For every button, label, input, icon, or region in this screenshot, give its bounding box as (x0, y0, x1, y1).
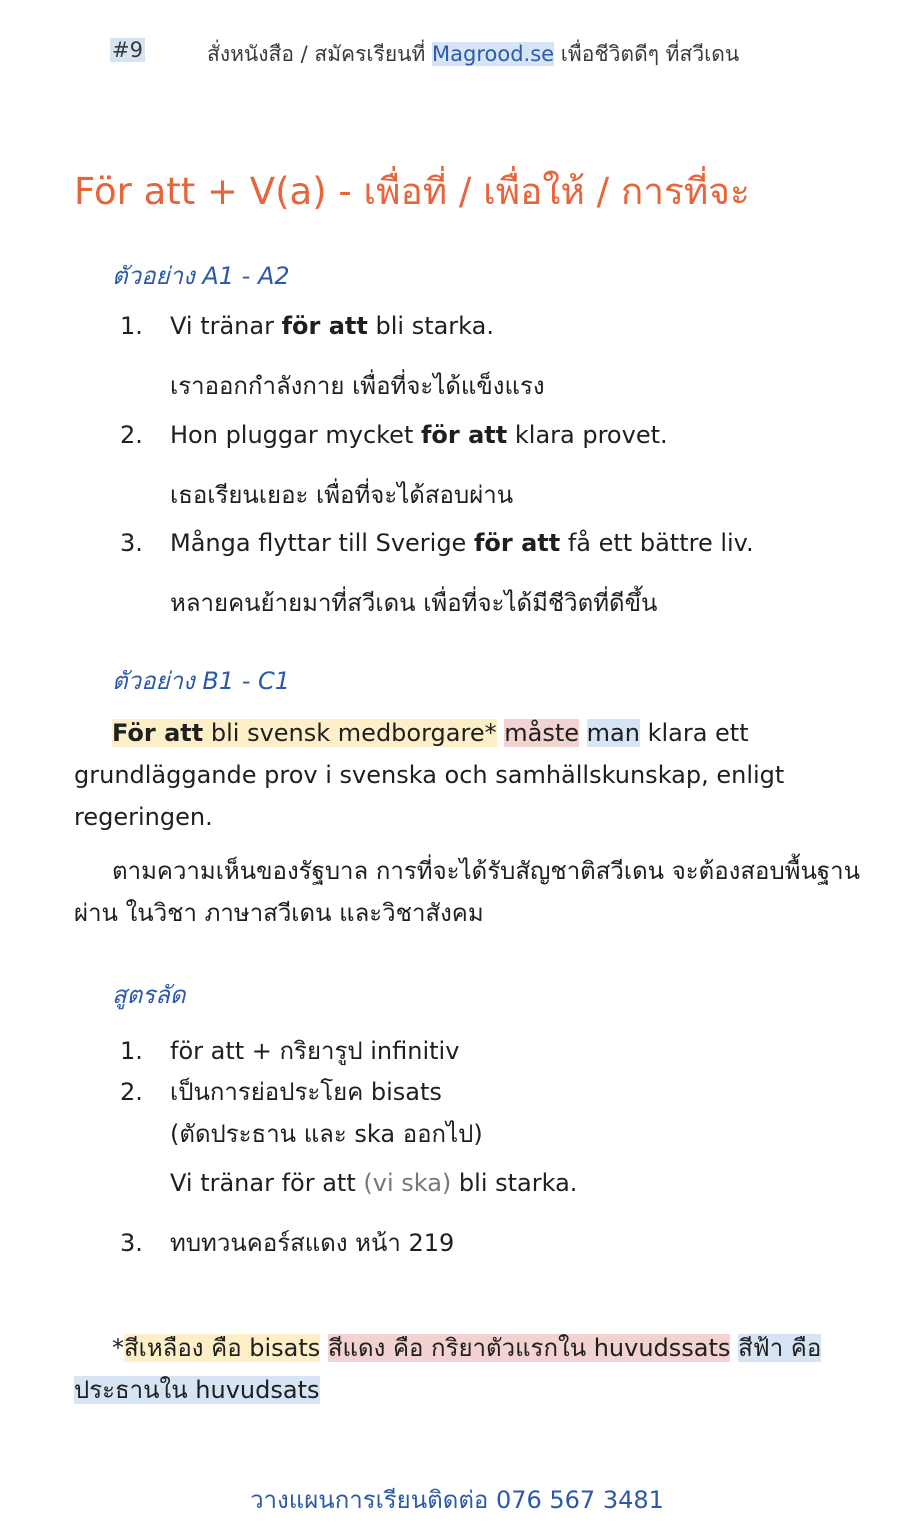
section-label-a: ตัวอย่าง A1 - A2 (112, 262, 290, 290)
example-1-translation: เราออกกำลังกาย เพื่อที่จะได้แข็งแรง (170, 372, 545, 400)
formula-item-1-text: för att + กริยารูป infinitiv (170, 1037, 460, 1065)
formula-label: สูตรลัด (112, 981, 186, 1009)
b-level-sentence (74, 712, 864, 838)
highlight-blue: man (586, 719, 640, 747)
example-2-bold: för att (420, 421, 508, 449)
page-header (0, 38, 914, 70)
legend-red: สีแดง คือ กริยาตัวแรกใน huvudssats (327, 1334, 731, 1362)
section-label-b: ตัวอย่าง B1 - C1 (112, 667, 291, 695)
formula-item-3 (120, 1223, 454, 1262)
example-3-before: Många flyttar till Sverige (170, 529, 474, 557)
example-1-before: Vi tränar (170, 312, 282, 340)
translation-text: ตามความเห็นของรัฐบาล การที่จะได้รับสัญชาติสวีเดน จะต้องสอบพื้นฐานผ่าน ในวิชา ภาษาสวีเดน และวิชาสังคม (74, 857, 861, 927)
example-1 (120, 312, 494, 340)
example-1-number: 1. (120, 312, 143, 340)
header-text-after: เพื่อชีวิตดีๆ ที่สวีเดน (554, 42, 740, 66)
example-2-translation: เธอเรียนเยอะ เพื่อที่จะได้สอบผ่าน (170, 481, 514, 509)
color-legend (74, 1327, 864, 1411)
highlight-yellow: bli svensk medborgare* (203, 719, 497, 747)
formula-item-2 (120, 1072, 442, 1111)
formula-example-before: Vi tränar för att (170, 1169, 364, 1197)
formula-example-after: bli starka. (451, 1169, 578, 1197)
highlight-bold-yellow: För att (112, 719, 204, 747)
legend-yellow: สีเหลือง คือ bisats (124, 1334, 321, 1362)
example-2-number: 2. (120, 421, 143, 449)
formula-item-2-number: 2. (120, 1078, 143, 1106)
example-2-before: Hon pluggar mycket (170, 421, 421, 449)
header-text-before: สั่งหนังสือ / สมัครเรียนที่ (207, 42, 433, 66)
highlight-red: måste (504, 719, 579, 747)
example-3 (120, 529, 754, 557)
example-3-translation: หลายคนย้ายมาที่สวีเดน เพื่อที่จะได้มีชีวิตที่ดีขึ้น (170, 589, 658, 617)
example-3-number: 3. (120, 529, 143, 557)
formula-item-2-sub: (ตัดประธาน และ ska ออกไป) (170, 1120, 483, 1148)
formula-item-3-number: 3. (120, 1229, 143, 1257)
legend-star: * (112, 1334, 124, 1362)
footer-contact: วางแผนการเรียนติดต่อ 076 567 3481 (250, 1486, 664, 1514)
legend-blue: สีฟ้า คือ ประธานใน huvudsats (74, 1334, 822, 1404)
formula-item-1 (120, 1031, 459, 1070)
sentence-rest: klara ett grundläggande prov i svenska och samhällskunskap, enligt regeringen. (74, 719, 785, 831)
example-3-after: få ett bättre liv. (560, 529, 754, 557)
page-number: #9 (112, 38, 143, 62)
website-link[interactable]: Magrood.se (432, 42, 555, 66)
formula-item-2-text: เป็นการย่อประโยค bisats (170, 1078, 442, 1106)
example-1-after: bli starka. (367, 312, 494, 340)
formula-item-3-text: ทบทวนคอร์สแดง หน้า 219 (170, 1229, 455, 1257)
example-3-bold: för att (473, 529, 561, 557)
b-level-translation (74, 850, 864, 934)
example-1-bold: för att (281, 312, 368, 340)
formula-item-1-number: 1. (120, 1037, 143, 1065)
example-2-after: klara provet. (507, 421, 668, 449)
header-text (207, 38, 739, 71)
page-title: För att + V(a) - เพื่อที่ / เพื่อให้ / การที่จะ (74, 170, 750, 213)
formula-example-grey: (vi ska) (363, 1169, 452, 1197)
formula-example (170, 1169, 577, 1197)
example-2 (120, 421, 668, 449)
